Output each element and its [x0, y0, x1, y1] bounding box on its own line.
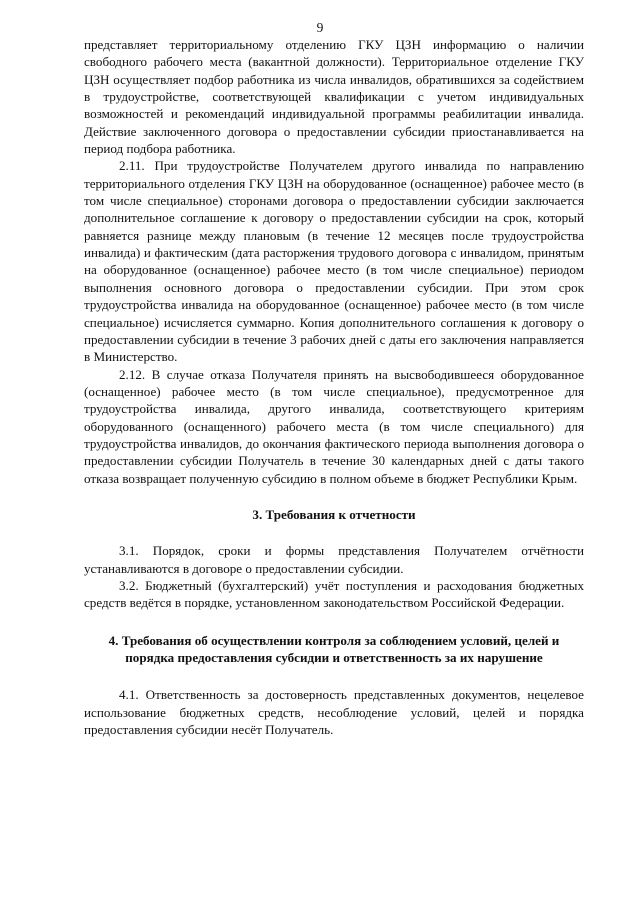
paragraph-3-1: 3.1. Порядок, сроки и формы представления Получателем отчётности устанавливаются в договоре о предоставлении субсидии.	[84, 543, 584, 576]
paragraph-2-11: 2.11. При трудоустройстве Получателем другого инвалида по направлению территориального отделения ГКУ ЦЗН на оборудованное (оснащенное) рабочее место (в том числе специальное) сторонами договора о предоставлении субсидии заключается дополнительное соглашение к договору о предоставлении субсидии на срок, который равняется разнице между плановым (в течение 12 месяцев после трудоустройства инвалида) и фактическим (дата расторжения трудового договора с инвалидом, принятым на оборудованное (оснащенное) рабочее место (в том числе специальное) периодом выполнения основного договора о предоставлении субсидии. При этом срок трудоустройства инвалида на оборудованное (оснащенное) рабочее место (в том числе специальное) исчисляется суммарно. Копия дополнительного соглашения к договору о предоставлении субсидии в течение 3 рабочих дней с даты его заключения направляется в Министерство.	[84, 158, 584, 365]
document-body	[84, 36, 584, 738]
paragraph-4-1: 4.1. Ответственность за достоверность представленных документов, нецелевое использование бюджетных средств, несоблюдение условий, целей и порядка предоставления субсидии несёт Получатель.	[84, 687, 584, 738]
section-heading-3: 3. Требования к отчетности	[252, 506, 416, 522]
paragraph-continuation: представляет территориальному отделению ГКУ ЦЗН информацию о наличии свободного рабочего места (вакантной должности). Территориальное отделение ГКУ ЦЗН осуществляет подбор работника из числа инвалидов, обратившихся за содействием в трудоустройстве, соответствующей квалификации с учетом индивидуальных возможностей и рекомендаций индивидуальной программы реабилитации инвалида. Действие заключенного договора о предоставлении субсидии приостанавливается на период подбора работника.	[84, 37, 584, 157]
paragraph-3-2: 3.2. Бюджетный (бухгалтерский) учёт поступления и расходования бюджетных средств ведётся в порядке, установленном законодательством Российской Федерации.	[84, 577, 584, 611]
page-number: 9	[316, 20, 324, 35]
section-heading-4: 4. Требования об осуществлении контроля за соблюдением условий, целей и порядка предоставления субсидии и ответственность за их нарушение	[108, 632, 560, 665]
paragraph-2-12: 2.12. В случае отказа Получателя принять на высвободившееся оборудованное (оснащенное) рабочее место (в том числе специальное), предусмотренное для трудоустройства инвалида, другого инвалида, соответствующего критериям оборудованного (оснащенного) рабочего места (в том числе специального) для трудоустройства инвалидов, до окончания фактического периода выполнения договора о предоставлении субсидии Получатель в течение 30 календарных дней с даты такого отказа возвращает полученную субсидию в полном объеме в бюджет Республики Крым.	[84, 366, 584, 486]
